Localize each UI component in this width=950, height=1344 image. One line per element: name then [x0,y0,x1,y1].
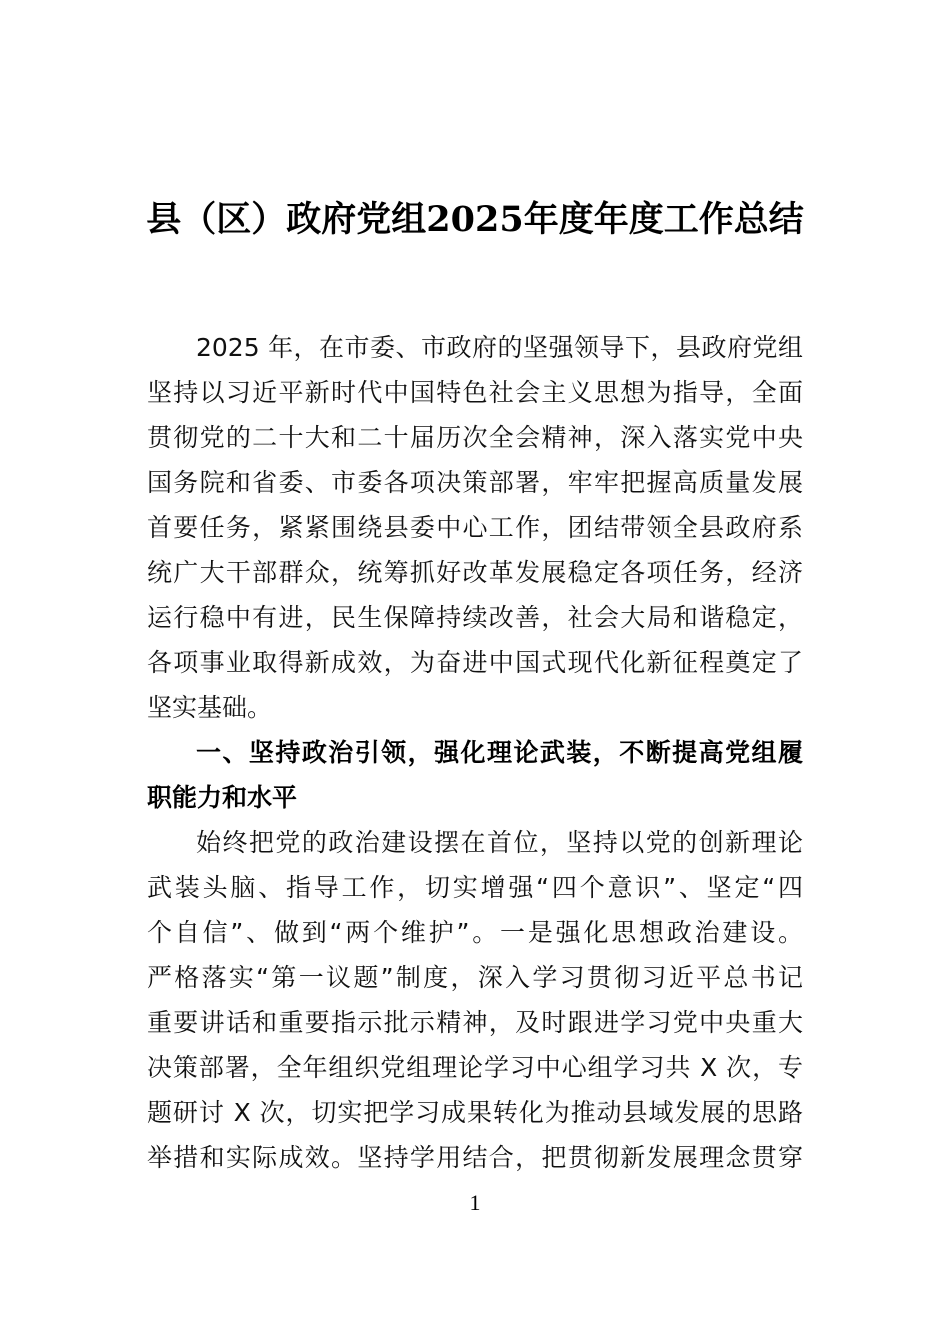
text-line: 题研讨 X 次，切实把学习成果转化为推动县域发展的思路 [147,1098,803,1127]
text-line: 重要讲话和重要指示批示精神，及时跟进学习党中央重大 [147,1008,803,1037]
text-line: 个自信”、做到“两个维护”。一是强化思想政治建设。 [147,918,803,947]
text-line: 举措和实际成效。坚持学用结合，把贯彻新发展理念贯穿 [147,1143,803,1172]
heading-line: 职能力和水平 [147,783,298,812]
document-title: 县（区）政府党组2025年度年度工作总结 [146,199,804,240]
text-line: 始终把党的政治建设摆在首位，坚持以党的创新理论 [196,828,803,857]
text-line: 坚实基础。 [147,693,273,722]
text-line: 首要任务，紧紧围绕县委中心工作，团结带领全县政府系 [147,513,803,542]
text-line: 国务院和省委、市委各项决策部署，牢牢把握高质量发展 [147,468,803,497]
text-line: 各项事业取得新成效，为奋进中国式现代化新征程奠定了 [147,648,803,677]
text-line: 运行稳中有进，民生保障持续改善，社会大局和谐稳定， [147,603,803,632]
page-number: 1 [469,1190,481,1215]
paragraph-section-1 [147,820,803,1180]
text-line: 坚持以习近平新时代中国特色社会主义思想为指导，全面 [147,378,803,407]
text-line: 2025 年，在市委、市政府的坚强领导下，县政府党组 [196,333,803,362]
text-line: 严格落实“第一议题”制度，深入学习贯彻习近平总书记 [147,963,803,992]
text-line: 统广大干部群众，统筹抓好改革发展稳定各项任务，经济 [147,558,803,587]
text-line: 贯彻党的二十大和二十届历次全会精神，深入落实党中央 [147,423,803,452]
heading-line: 一、坚持政治引领，强化理论武装，不断提高党组履 [196,738,803,767]
text-line: 决策部署，全年组织党组理论学习中心组学习共 X 次，专 [147,1053,803,1082]
paragraph-intro [147,325,803,730]
text-line: 武装头脑、指导工作，切实增强“四个意识”、坚定“四 [147,873,803,902]
section-heading-1 [147,730,803,820]
